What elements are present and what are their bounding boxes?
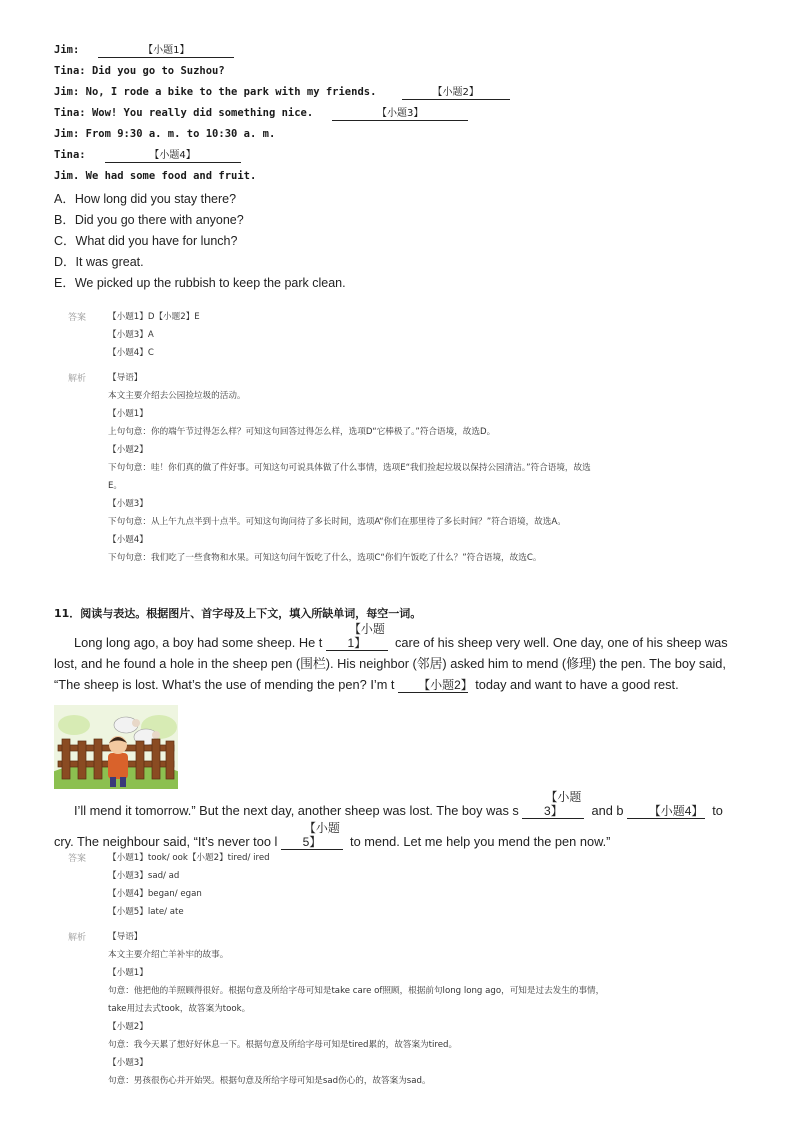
answer-line: 【小题3】sad/ ad	[108, 871, 180, 881]
sheep-head	[152, 731, 160, 739]
analysis-line: 【导语】	[108, 932, 143, 942]
option-a: A．How long did you stay there?	[54, 192, 237, 206]
answer-line: 【小题3】A	[108, 330, 154, 340]
answer-blank[interactable]: 【小题1】	[98, 45, 234, 58]
analysis-line: 句意：他把他的羊照顾得很好。根据句意及所给字母可知是take care of照顾，根据前句long long ago，可知是过去发生的事情，	[108, 986, 605, 996]
analysis-line: 下句句意：从上午九点半到十点半。可知这句询问待了多长时间，选项A“你们在那里待了多长时间？”符合语境，故选A。	[108, 517, 566, 527]
analysis-line: 句意：男孩很伤心并开始哭。根据句意及所给字母可知是sad伤心的，故答案为sad。	[108, 1076, 431, 1086]
analysis-line: 【小题4】	[108, 535, 148, 545]
analysis-line: 【小题1】	[108, 409, 148, 419]
answer-line: 【小题5】late/ ate	[108, 907, 184, 917]
passage-blank[interactable]: 【小题5】	[281, 821, 343, 850]
passage-blank[interactable]: 【小题2】	[398, 678, 468, 693]
answer-line: 【小题1】took/ ook【小题2】tired/ ired	[108, 853, 270, 863]
dialogue-line: Jim: 【小题1】	[54, 44, 234, 58]
sheep-head	[132, 719, 140, 727]
analysis-line: 上句句意：你的端午节过得怎么样？可知这句回答过得怎么样，选项D“它棒极了。”符合语境，故选D。	[108, 427, 496, 437]
answer-label: 答案	[68, 313, 87, 323]
analysis-line: 【小题2】	[108, 445, 148, 455]
answer-label: 答案	[68, 854, 87, 864]
dialogue-line: Jim: From 9:30 a. m. to 10:30 a. m.	[54, 128, 276, 140]
analysis-label: 解析	[68, 374, 87, 384]
analysis-line: 句意：我今天累了想好好休息一下。根据句意及所给字母可知是tired累的，故答案为tired。	[108, 1040, 458, 1050]
analysis-line: 【小题2】	[108, 1022, 148, 1032]
analysis-line: 【小题3】	[108, 499, 148, 509]
option-e: E．We picked up the rubbish to keep the park clean.	[54, 276, 346, 290]
analysis-line: 下句句意：我们吃了一些食物和水果。可知这句问午饭吃了什么，选项C“你们午饭吃了什么？”符合语境，故选C。	[108, 553, 542, 563]
analysis-line: 【导语】	[108, 373, 143, 383]
passage-paragraph-1: Long long ago, a boy had some sheep. He t 【小题1】 care of his sheep very well. One day, one of his sheep was lost, and he found a hole in the sheep pen (围栏). His neighbor (邻居) asked him to mend (修理) the pen. The boy said, “The sheep is lost. What’s the use of mending the pen? I’m t 【小题2】 today and want to have a good rest.	[54, 622, 728, 692]
answer-blank[interactable]: 【小题4】	[105, 150, 241, 163]
option-c: C．What did you have for lunch?	[54, 234, 238, 248]
passage-blank[interactable]: 【小题1】	[326, 622, 388, 651]
analysis-line: E。	[108, 481, 123, 491]
option-d: D．It was great.	[54, 255, 144, 269]
dialogue-line: Jim: No, I rode a bike to the park with my friends. 【小题2】	[54, 86, 510, 100]
analysis-label: 解析	[68, 933, 87, 943]
answer-blank[interactable]: 【小题3】	[332, 108, 468, 121]
analysis-line: 本文主要介绍去公园捡垃圾的活动。	[108, 391, 246, 401]
option-b: B．Did you go there with anyone?	[54, 213, 244, 227]
dialogue-line: Tina: Wow! You really did something nice. 【小题3】	[54, 107, 468, 121]
answer-line: 【小题1】D【小题2】E	[108, 312, 200, 322]
passage-paragraph-2: I’ll mend it tomorrow.” But the next day, another sheep was lost. The boy was s 【小题3】 and b 【小题4】 to cry. The neighbour said, “It’s never too l 【小题5】 to mend. Let me help you mend the pen now.”	[54, 790, 723, 849]
passage-blank[interactable]: 【小题4】	[627, 804, 705, 819]
bush	[58, 715, 90, 735]
answer-line: 【小题4】C	[108, 348, 154, 358]
analysis-line: 下句句意：哇！你们真的做了件好事。可知这句可说具体做了什么事情，选项E“我们捡起垃圾以保持公园清洁。”符合语境，故选	[108, 463, 591, 473]
analysis-line: 【小题3】	[108, 1058, 148, 1068]
question-heading: 11．阅读与表达。根据图片、首字母及上下文，填入所缺单词，每空一词。	[54, 607, 422, 620]
dialogue-line: Tina: Did you go to Suzhou?	[54, 65, 225, 77]
answer-blank[interactable]: 【小题2】	[402, 87, 510, 100]
dialogue-line: Jim. We had some food and fruit.	[54, 170, 257, 182]
analysis-line: take用过去式took，故答案为took。	[108, 1004, 251, 1014]
analysis-line: 【小题1】	[108, 968, 148, 978]
dialogue-line: Tina: 【小题4】	[54, 149, 241, 163]
passage-blank[interactable]: 【小题3】	[522, 790, 584, 819]
analysis-line: 本文主要介绍亡羊补牢的故事。	[108, 950, 229, 960]
answer-line: 【小题4】began/ egan	[108, 889, 202, 899]
sheep-pen-illustration	[54, 705, 178, 789]
